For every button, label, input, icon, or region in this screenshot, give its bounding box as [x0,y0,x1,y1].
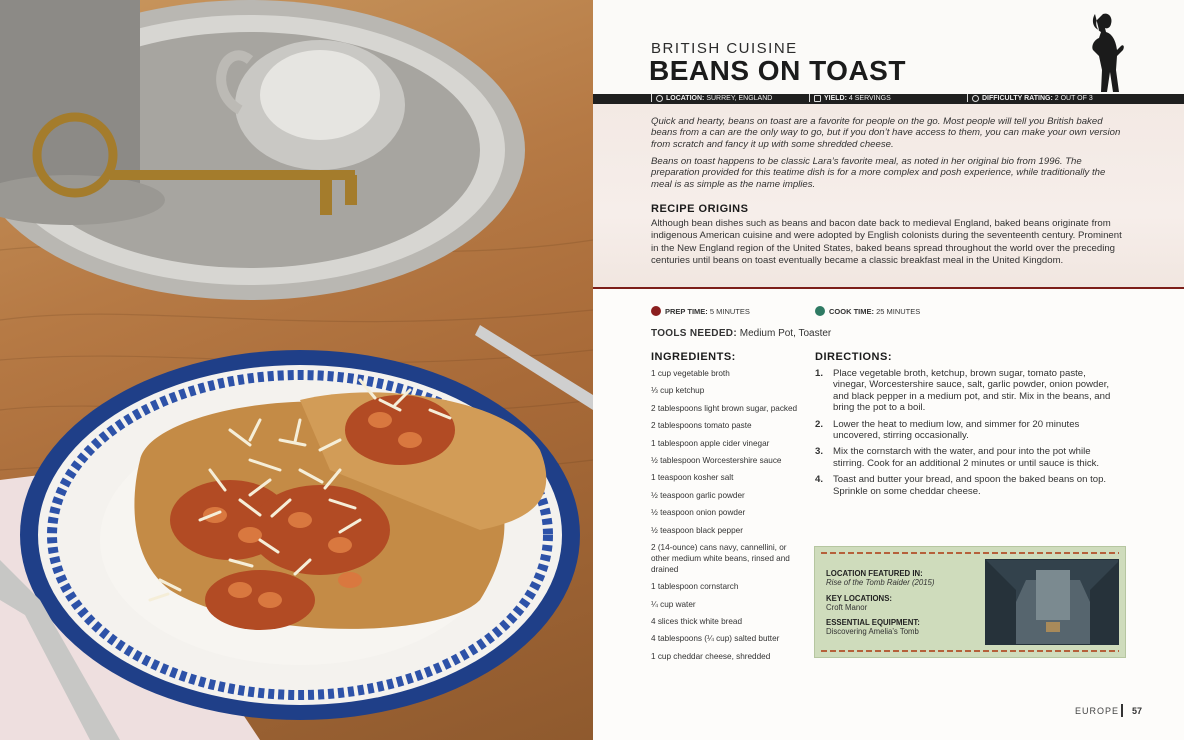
ingredient-item: ½ teaspoon black pepper [651,525,743,535]
footer-section: EUROPE [1075,706,1120,716]
intro-paragraph: Beans on toast happens to be classic Lara’s favorite meal, as noted in her original bio from 1996. The preparation provided for this teatime dish is for a more complex and posh experience, while traditionally the meal is as simple as the name implies. [651,156,1106,190]
prep-time: PREP TIME: 5 MINUTES [651,307,750,317]
ingredient-item: ¼ cup water [651,599,696,609]
ingredient-item: 2 (14-ounce) cans navy, cannellini, or other medium white beans, rinsed and drained [651,542,790,574]
direction-step: 1. Place vegetable broth, ketchup, brown sugar, tomato paste, vinegar, Worcestershire sauce, salt, garlic powder, onion powder, and black pepper in a medium pot, and stir. Mix in the beans, and bring the pot to a boil. [815,368,1111,414]
ingredients-heading: INGREDIENTS: [651,351,736,363]
ingredient-item: ½ teaspoon onion powder [651,508,746,518]
decorative-border [821,552,1119,554]
ingredient-item: 1 cup vegetable broth [651,369,730,378]
ingredient-item: 1 tablespoon cornstarch [651,582,739,592]
difficulty-info: DIFFICULTY RATING: 2 OUT OF 3 [967,94,1093,104]
direction-step: 2. Lower the heat to medium low, and simmer for 20 minutes uncovered, stirring occasionally. [815,418,1080,442]
ingredient-item: 1 cup cheddar cheese, shredded [651,651,771,661]
ingredient-item: 2 tablespoons tomato paste [651,421,752,431]
decorative-border [821,650,1119,652]
ingredients-list [651,368,801,668]
directions-list [815,368,1115,502]
ingredient-item: ⅓ cup ketchup [651,386,705,396]
recipe-origins-text: Although bean dishes such as beans and bacon date back to medieval England, baked beans originate from indigenous American cuisine and were adopted by English colonists during the seventeenth century. Prominent in the New England region of the United States, baked beans spread throughout the world over the preceding centuries until beans on toast eventually became a classic breakfast meal in the United Kingdom. [651,218,1122,267]
location-info: LOCATION: SURREY, ENGLAND [651,94,772,104]
direction-step: 4. Toast and butter your bread, and spoon the baked beans on top. Sprinkle on some cheddar cheese. [815,474,1107,497]
recipe-origins-heading: RECIPE ORIGINS [651,203,749,215]
directions-heading: DIRECTIONS: [815,351,892,363]
intro-paragraph: Quick and hearty, beans on toast are a favorite for people on the go. Most people will tell you British baked beans from a can are the only way to go, but if you don’t have access to them, you can make your own version from scratch and fancy it up with some shredded cheese. [651,116,1121,150]
ingredient-item: 1 teaspoon kosher salt [651,473,734,483]
recipe-info-bar [593,94,1184,104]
game-screenshot [985,559,1119,645]
ingredient-item: 2 tablespoons light brown sugar, packed [651,403,798,413]
direction-step: 3. Mix the cornstarch with the water, and pour into the pot while stirring. Cook for an additional 2 minutes or until sauce is thick. [815,446,1100,469]
clock-icon [651,306,661,316]
section-divider [593,287,1184,289]
ingredient-item: ½ teaspoon garlic powder [651,490,745,500]
compass-icon [656,95,663,102]
ingredient-item: 1 tablespoon apple cider vinegar [651,438,770,448]
ingredient-item: 4 slices thick white bread [651,617,743,627]
tools-needed: TOOLS NEEDED: Medium Pot, Toaster [651,328,832,339]
footer-divider [1121,704,1123,717]
featured-in-value: Rise of the Tomb Raider (2015) [826,578,935,587]
cook-time: COOK TIME: 25 MINUTES [815,307,920,317]
recipe-title: BEANS ON TOAST [649,55,906,86]
equipment-label: ESSENTIAL EQUIPMENT: [826,618,920,627]
yield-info: YIELD: 4 SERVINGS [809,94,891,104]
key-locations-label: KEY LOCATIONS: [826,594,892,603]
ingredient-item: ½ tablespoon Worcestershire sauce [651,455,782,465]
page-number: 57 [1132,706,1143,716]
location-featured-box [814,546,1126,658]
flame-icon [972,95,979,102]
recipe-category: BRITISH CUISINE [651,40,798,57]
jar-icon [814,95,821,102]
equipment-value: Discovering Amelia’s Tomb [826,627,919,636]
lara-silhouette-icon [1083,10,1127,94]
recipe-page [593,0,1184,740]
ingredient-item: 4 tablespoons (¼ cup) salted butter [651,634,780,644]
key-locations-value: Croft Manor [826,603,868,612]
featured-in-label: LOCATION FEATURED IN: [826,569,923,578]
clock-icon [815,306,825,316]
